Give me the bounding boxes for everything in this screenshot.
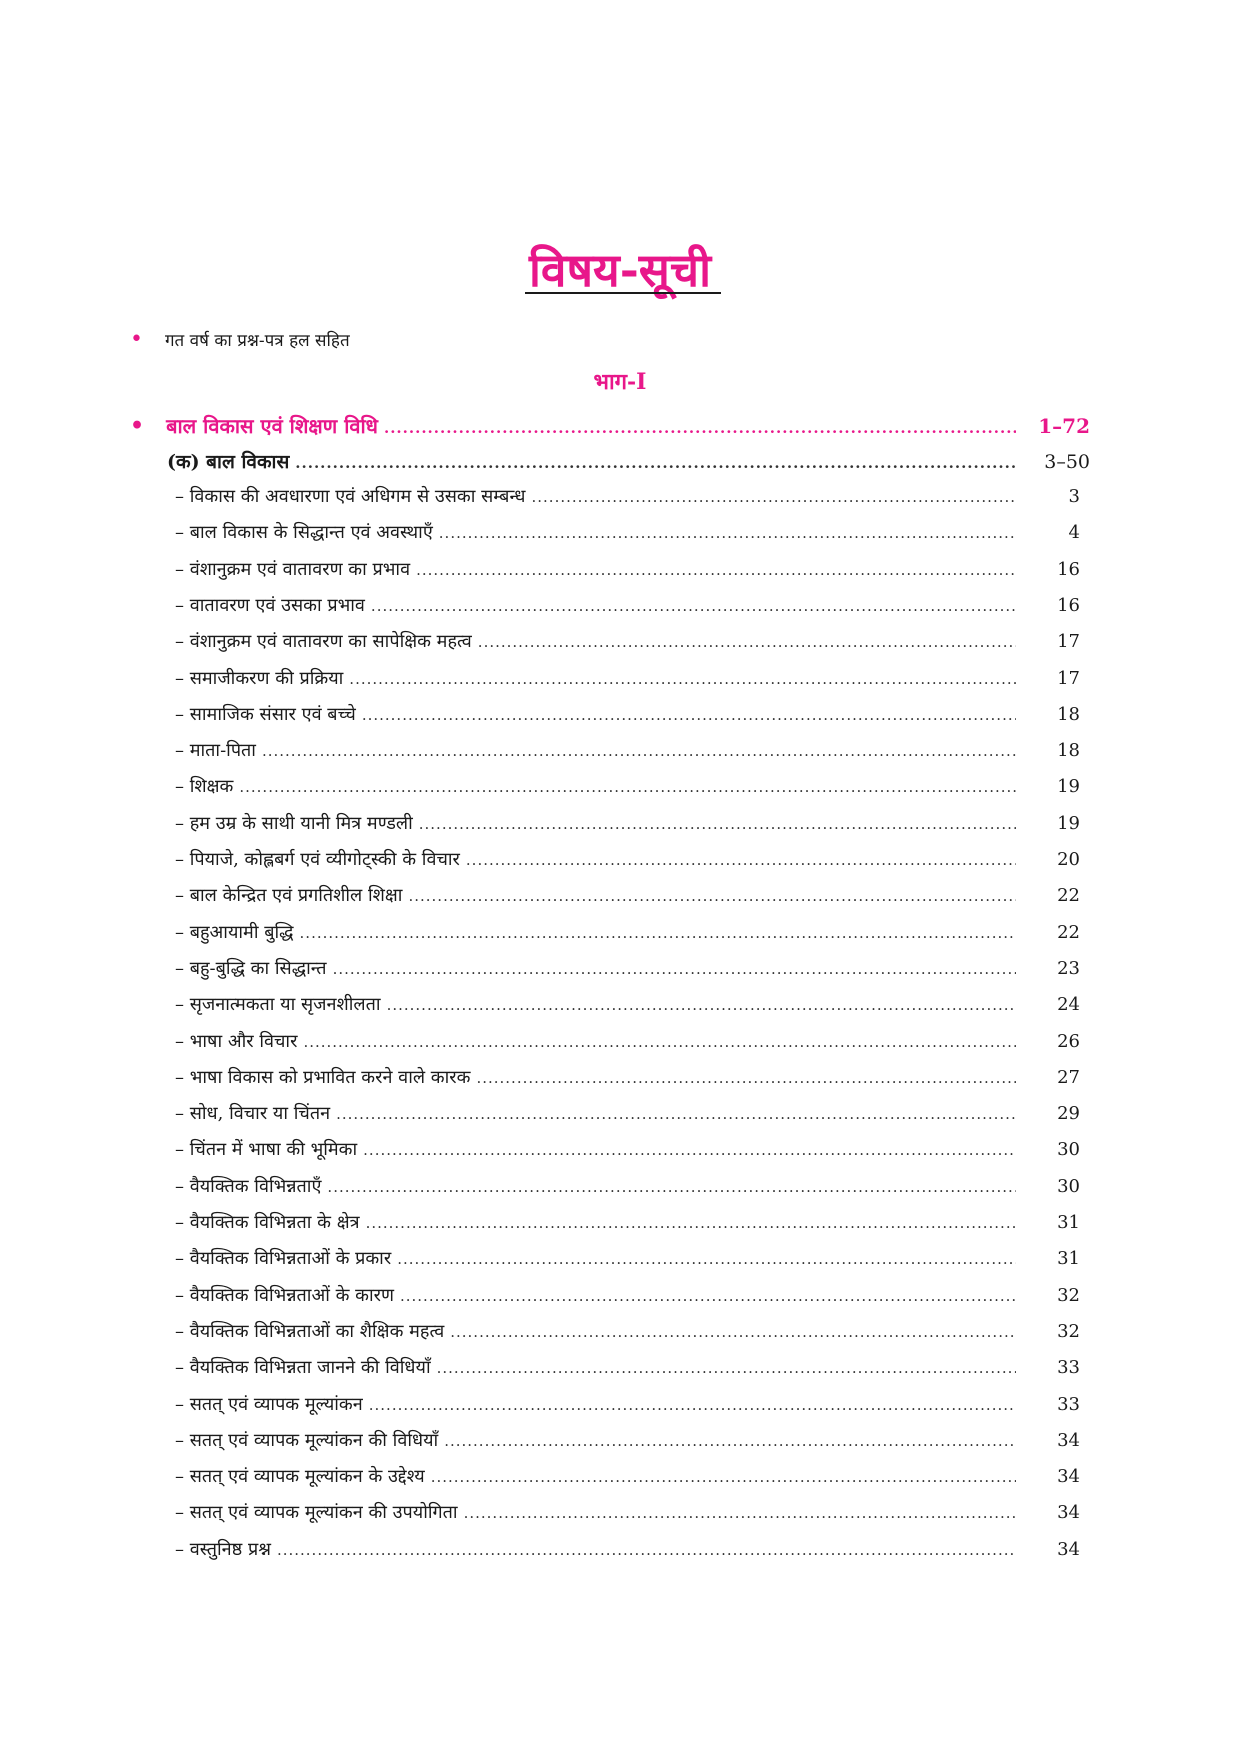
toc-topic-label: – वंशानुक्रम एवं वातावरण का सापेक्षिक महत्व (175, 631, 472, 653)
leader-dots (327, 1178, 1016, 1196)
toc-topic-page: 31 (1057, 1212, 1080, 1233)
toc-topic-row[interactable] (175, 847, 1080, 871)
toc-topic-page: 34 (1057, 1538, 1080, 1560)
leader-dots (262, 742, 1016, 760)
leader-dots (464, 1504, 1016, 1522)
toc-topic-row[interactable] (175, 883, 1080, 907)
toc-topic-row[interactable] (175, 1355, 1080, 1379)
leader-dots (450, 1323, 1016, 1341)
toc-topic-label: – वंशानुक्रम एवं वातावरण का प्रभाव (175, 558, 411, 580)
toc-topic-label: – सामाजिक संसार एवं बच्चे (175, 703, 356, 725)
toc-topic-label: – शिक्षक (175, 776, 234, 798)
toc-topic-row[interactable] (175, 811, 1080, 835)
toc-topic-label: – चिंतन में भाषा की भूमिका (175, 1139, 358, 1161)
leader-dots (387, 996, 1016, 1014)
toc-topic-label: – सतत् एवं व्यापक मूल्यांकन की विधियाँ (175, 1429, 439, 1451)
toc-topic-label: – बाल विकास के सिद्धान्त एवं अवस्थाएँ (175, 522, 433, 544)
toc-topic-page: 18 (1057, 703, 1080, 725)
leader-dots (384, 419, 1016, 437)
leader-dots (437, 1359, 1016, 1377)
toc-topic-label: – वातावरण एवं उसका प्रभाव (175, 594, 365, 616)
toc-topic-row[interactable] (175, 920, 1080, 944)
toc-topic-page: 18 (1057, 740, 1080, 762)
toc-topic-page: 16 (1057, 594, 1080, 616)
toc-topic-label: – भाषा विकास को प्रभावित करने वाले कारक (175, 1066, 471, 1088)
toc-topic-label: – बहुआयामी बुद्धि (175, 921, 294, 943)
toc-topic-page: 30 (1057, 1175, 1080, 1197)
toc-topic-page: 19 (1057, 812, 1080, 834)
toc-topic-page: 34 (1057, 1466, 1080, 1488)
toc-topic-row[interactable] (175, 557, 1080, 581)
toc-topic-page: 33 (1057, 1357, 1080, 1379)
leader-dots (408, 887, 1016, 905)
toc-topic-row[interactable] (175, 1137, 1080, 1161)
bullet-icon: • (130, 413, 145, 439)
leader-dots (336, 1105, 1016, 1123)
toc-topic-page: 31 (1057, 1248, 1080, 1270)
toc-topic-row[interactable] (175, 1537, 1080, 1561)
toc-topic-label: – सतत् एवं व्यापक मूल्यांकन की उपयोगिता (175, 1502, 458, 1524)
toc-topic-row[interactable] (175, 484, 1080, 508)
toc-topic-row[interactable] (175, 702, 1080, 726)
toc-topic-page: 34 (1057, 1429, 1080, 1451)
toc-topic-page: 16 (1057, 558, 1080, 580)
toc-topic-page: 4 (1068, 522, 1080, 544)
toc-topic-page: 22 (1057, 885, 1080, 907)
leader-dots (419, 815, 1016, 833)
leader-dots (439, 524, 1016, 542)
intro-item-label: गत वर्ष का प्रश्न-पत्र हल सहित (164, 331, 350, 351)
toc-topic-label: – सृजनात्मकता या सृजनशीलता (175, 994, 381, 1016)
toc-topic-page: 30 (1057, 1139, 1080, 1161)
toc-topic-page: 33 (1057, 1393, 1080, 1415)
toc-topic-label: – वैयक्तिक विभिन्नता जानने की विधियाँ (175, 1357, 431, 1379)
toc-topic-label: – वैयक्तिक विभिन्नताओं का शैक्षिक महत्व (175, 1320, 445, 1342)
toc-topic-row[interactable] (175, 956, 1080, 980)
toc-topic-page: 32 (1057, 1320, 1080, 1342)
toc-topic-label: – विकास की अवधारणा एवं अधिगम से उसका सम्बन्ध (175, 486, 526, 507)
toc-topic-row[interactable] (175, 1392, 1080, 1416)
toc-topic-row[interactable] (175, 1428, 1080, 1452)
toc-topic-page: 32 (1057, 1284, 1080, 1306)
leader-dots (295, 454, 1016, 472)
toc-topic-page: 26 (1057, 1030, 1080, 1052)
bullet-icon: • (130, 326, 143, 352)
toc-topic-row[interactable] (175, 629, 1080, 653)
leader-dots (369, 1396, 1016, 1414)
toc-main-entry-pages: 1–72 (1038, 414, 1090, 438)
toc-topic-label: – समाजीकरण की प्रक्रिया (175, 667, 344, 689)
toc-topic-page: 24 (1057, 994, 1080, 1016)
toc-topic-row[interactable] (175, 1174, 1080, 1198)
toc-topic-row[interactable] (175, 1029, 1080, 1053)
toc-topic-page: 17 (1057, 631, 1080, 653)
toc-topic-page: 34 (1057, 1502, 1080, 1524)
toc-main-entry-label: बाल विकास एवं शिक्षण विधि (166, 414, 378, 438)
toc-main-entry[interactable] (130, 412, 1090, 439)
title-underline (525, 292, 721, 294)
toc-topic-row[interactable] (175, 774, 1080, 798)
toc-topic-label: – वैयक्तिक विभिन्नता के क्षेत्र (175, 1212, 360, 1233)
leader-dots (277, 1541, 1016, 1559)
leader-dots (363, 1141, 1016, 1159)
toc-topic-row[interactable] (175, 992, 1080, 1016)
toc-topic-page: 27 (1057, 1066, 1080, 1088)
toc-topic-row[interactable] (175, 1283, 1080, 1307)
toc-sub-entry[interactable] (167, 448, 1090, 474)
page-title: विषय-सूची (528, 243, 712, 297)
toc-topic-label: – सतत् एवं व्यापक मूल्यांकन के उद्देश्य (175, 1466, 425, 1488)
toc-topic-row[interactable] (175, 738, 1080, 762)
toc-topic-page: 3 (1068, 486, 1080, 507)
toc-topic-label: – वैयक्तिक विभिन्नताओं के प्रकार (175, 1248, 392, 1270)
leader-dots (371, 597, 1016, 615)
toc-topic-page: 19 (1057, 776, 1080, 798)
toc-topic-label: – पियाजे, कोह्लबर्ग एवं व्यीगोट्स्की के विचार (175, 849, 460, 870)
toc-topic-label: – वस्तुनिष्ठ प्रश्न (175, 1538, 271, 1560)
leader-dots (239, 778, 1016, 796)
toc-topic-label: – सोध, विचार या चिंतन (175, 1103, 331, 1125)
toc-topic-label: – बाल केन्द्रित एवं प्रगतिशील शिक्षा (175, 885, 403, 907)
leader-dots (476, 1069, 1016, 1087)
toc-topic-row[interactable] (175, 593, 1080, 617)
toc-topic-page: 23 (1057, 957, 1080, 979)
leader-dots (366, 1214, 1016, 1232)
leader-dots (400, 1287, 1016, 1305)
toc-topic-label: – हम उम्र के साथी यानी मित्र मण्डली (175, 812, 413, 834)
leader-dots (478, 633, 1016, 651)
leader-dots (349, 670, 1016, 688)
toc-sub-entry-label: (क) बाल विकास (167, 451, 290, 473)
toc-topic-page: 22 (1057, 921, 1080, 943)
toc-topic-label: – वैयक्तिक विभिन्नताएँ (175, 1175, 322, 1197)
leader-dots (466, 851, 1016, 869)
leader-dots (397, 1250, 1016, 1268)
toc-topic-row[interactable] (175, 1065, 1080, 1089)
toc-topic-row[interactable] (175, 1101, 1080, 1125)
toc-topic-label: – भाषा और विचार (175, 1030, 298, 1052)
leader-dots (532, 488, 1017, 506)
leader-dots (333, 960, 1016, 978)
toc-topic-row[interactable] (175, 1464, 1080, 1488)
leader-dots (362, 706, 1016, 724)
toc-topic-row[interactable] (175, 1500, 1080, 1524)
leader-dots (303, 1033, 1016, 1051)
toc-topic-label: – माता-पिता (175, 740, 256, 762)
part-heading: भाग-I (593, 369, 647, 395)
leader-dots (431, 1468, 1016, 1486)
toc-topic-label: – बहु-बुद्धि का सिद्धान्त (175, 957, 327, 979)
toc-topic-page: 20 (1057, 849, 1080, 870)
toc-topic-row[interactable] (175, 1319, 1080, 1343)
toc-topic-row[interactable] (175, 1246, 1080, 1270)
toc-topic-row[interactable] (175, 666, 1080, 690)
leader-dots (444, 1432, 1016, 1450)
intro-item[interactable] (130, 328, 350, 351)
leader-dots (300, 924, 1016, 942)
toc-topic-label: – सतत् एवं व्यापक मूल्यांकन (175, 1393, 363, 1415)
toc-topic-page: 29 (1057, 1103, 1080, 1125)
toc-topic-page: 17 (1057, 667, 1080, 689)
toc-sub-entry-pages: 3–50 (1044, 451, 1090, 473)
toc-topic-row[interactable] (175, 520, 1080, 544)
toc-topic-label: – वैयक्तिक विभिन्नताओं के कारण (175, 1284, 394, 1306)
toc-topic-row[interactable] (175, 1210, 1080, 1234)
leader-dots (416, 561, 1016, 579)
